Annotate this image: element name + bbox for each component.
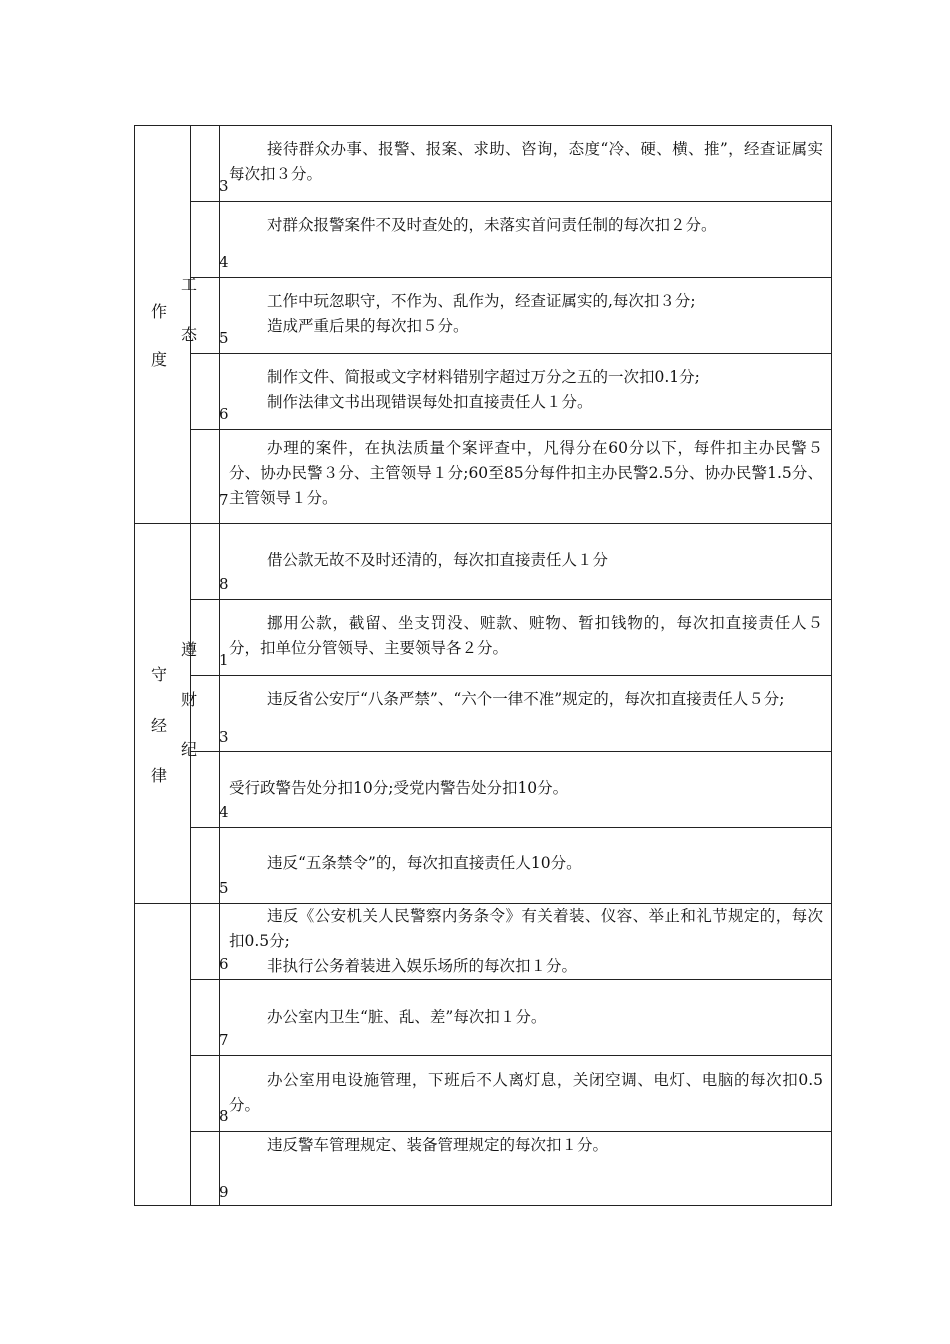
category-label-char: 经: [151, 716, 168, 735]
row-number: 4: [219, 803, 229, 821]
subcategory-label-char: 态: [181, 325, 198, 344]
row-number: 8: [219, 1107, 229, 1125]
row-rule-text: [229, 611, 823, 661]
table-border: [190, 429, 832, 430]
table-border: [831, 125, 832, 1206]
category-label-char: 作: [151, 302, 168, 321]
rule-paragraph: 非执行公务着装进入娱乐场所的每次扣１分。: [267, 957, 578, 975]
rule-paragraph: 制作法律文书出现错误每处扣直接责任人１分。: [267, 393, 593, 411]
table-border: [134, 125, 832, 126]
rule-paragraph: 对群众报警案件不及时查处的，未落实首问责任制的每次扣２分。: [267, 216, 717, 234]
row-number: 5: [219, 329, 229, 347]
table-border: [190, 1055, 832, 1056]
table-border: [190, 353, 832, 354]
rule-paragraph: 工作中玩忽职守，不作为、乱作为，经查证属实的,每次扣３分;: [267, 292, 696, 310]
row-number: 6: [219, 405, 229, 423]
rule-paragraph: 造成严重后果的每次扣５分。: [267, 317, 469, 335]
category-label-char: 度: [151, 350, 168, 369]
rule-paragraph: 接待群众办事、报警、报案、求助、咨询，态度“冷、硬、横、推”，经查证属实每次扣３分。: [229, 140, 823, 183]
rule-paragraph: 办公室用电设施管理，下班后不人离灯息，关闭空调、电灯、电脑的每次扣0.5分。: [229, 1071, 823, 1114]
table-border: [190, 979, 832, 980]
rule-paragraph: 受行政警告处分扣10分;受党内警告处分扣10分。: [229, 779, 569, 797]
row-rule-text: [229, 1133, 823, 1158]
table-border: [190, 277, 832, 278]
table-border: [134, 125, 135, 1206]
row-rule-text: [229, 687, 823, 712]
table-border: [190, 827, 832, 828]
row-number: 1: [219, 651, 229, 669]
subcategory-label-char: 财: [181, 690, 198, 709]
category-label-char: 守: [151, 665, 168, 684]
table-border: [190, 599, 832, 600]
table-border: [190, 1131, 832, 1132]
row-rule-text: [229, 1068, 823, 1118]
row-number: 3: [219, 728, 229, 746]
row-number: 5: [219, 879, 229, 897]
table-border: [190, 751, 832, 752]
row-number: 7: [219, 491, 229, 509]
subcategory-label-char: 遵: [181, 640, 198, 659]
rule-paragraph: 挪用公款，截留、坐支罚没、赃款、赃物、暂扣钱物的，每次扣直接责任人５分，扣单位分管领导、主要领导各２分。: [229, 614, 823, 657]
rule-paragraph: 违反警车管理规定、装备管理规定的每次扣１分。: [267, 1136, 609, 1154]
row-number: 3: [219, 177, 229, 195]
table-border: [134, 1205, 832, 1206]
row-number: 7: [219, 1031, 229, 1049]
row-number: 6: [219, 955, 229, 973]
row-number: 9: [219, 1183, 229, 1201]
row-rule-text: [229, 289, 823, 339]
row-rule-text: [229, 1005, 823, 1030]
rule-paragraph: 办理的案件，在执法质量个案评查中，凡得分在60分以下，每件扣主办民警５分、协办民警３分、主管领导１分;60至85分每件扣主办民警2.5分、协办民警1.5分、主管领导１分。: [229, 439, 823, 507]
row-rule-text: [229, 904, 823, 979]
rule-paragraph: 办公室内卫生“脏、乱、差”每次扣１分。: [267, 1008, 547, 1026]
row-rule-text: [229, 548, 823, 573]
table-border: [134, 523, 832, 524]
row-rule-text: [229, 365, 823, 415]
rule-paragraph: 违反《公安机关人民警察内务条令》有关着装、仪容、举止和礼节规定的，每次扣0.5分;: [229, 907, 823, 950]
rule-paragraph: 违反省公安厅“八条严禁”、“六个一律不准”规定的，每次扣直接责任人５分;: [267, 690, 785, 708]
rule-paragraph: 制作文件、简报或文字材料错别字超过万分之五的一次扣0.1分;: [267, 368, 700, 386]
row-rule-text: [229, 137, 823, 187]
row-rule-text: [229, 776, 823, 801]
row-number: 4: [219, 253, 229, 271]
table-border: [190, 675, 832, 676]
rule-paragraph: 借公款无故不及时还清的，每次扣直接责任人１分: [267, 551, 609, 569]
row-rule-text: [229, 851, 823, 876]
subcategory-label-char: 工: [181, 275, 198, 294]
row-number: 8: [219, 575, 229, 593]
rule-paragraph: 违反“五条禁令”的，每次扣直接责任人10分。: [267, 854, 582, 872]
row-rule-text: [229, 436, 823, 511]
category-label-char: 律: [151, 766, 168, 785]
row-rule-text: [229, 213, 823, 238]
subcategory-label-char: 纪: [181, 740, 198, 759]
table-border: [190, 201, 832, 202]
